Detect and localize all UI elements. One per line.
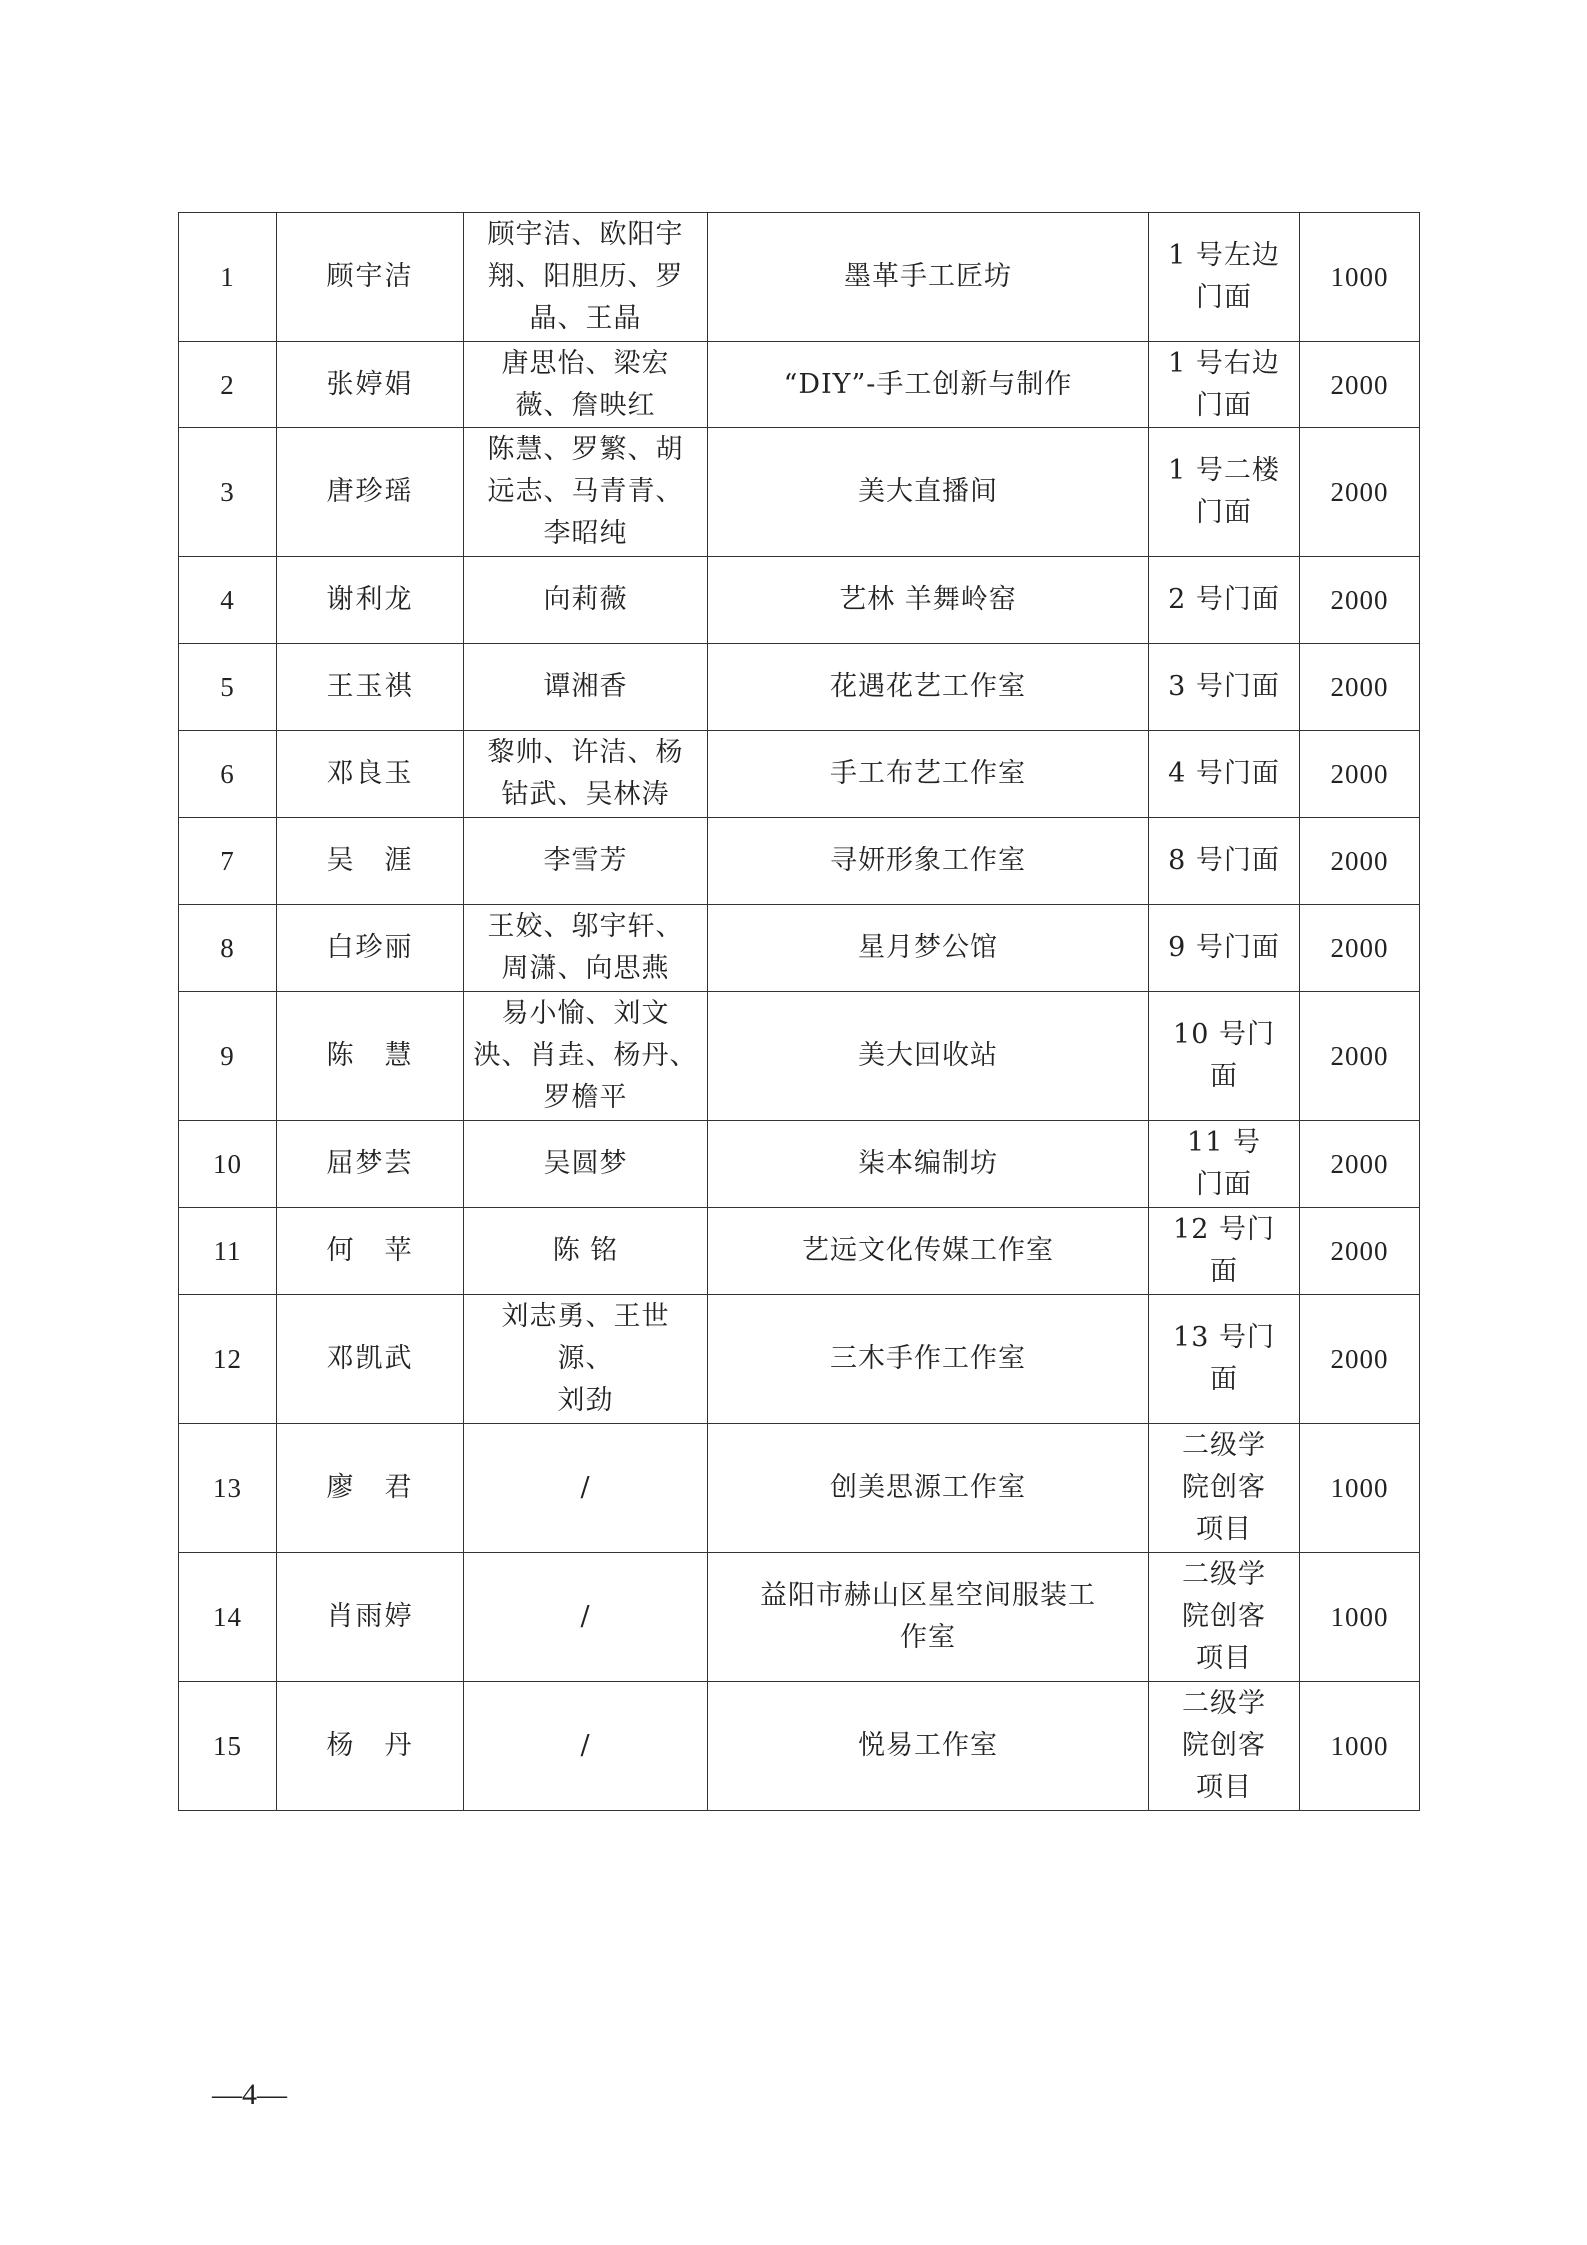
location: 9 号门面 — [1149, 905, 1300, 992]
leader-name: 邓良玉 — [277, 731, 464, 818]
funding-amount: 1000 — [1300, 1424, 1420, 1553]
project-name: 美大回收站 — [708, 992, 1149, 1121]
location: 1 号二楼 门面 — [1149, 428, 1300, 557]
project-name: 手工布艺工作室 — [708, 731, 1149, 818]
location: 8 号门面 — [1149, 818, 1300, 905]
project-name: 寻妍形象工作室 — [708, 818, 1149, 905]
team-members: 陈 铭 — [464, 1208, 708, 1295]
row-number: 8 — [179, 905, 277, 992]
funding-amount: 2000 — [1300, 342, 1420, 428]
table-row — [179, 1121, 1420, 1208]
row-number: 9 — [179, 992, 277, 1121]
table-row — [179, 905, 1420, 992]
table-row — [179, 1424, 1420, 1553]
leader-name: 杨 丹 — [277, 1682, 464, 1811]
leader-name: 张婷娟 — [277, 342, 464, 428]
location: 2 号门面 — [1149, 557, 1300, 644]
funding-amount: 2000 — [1300, 1295, 1420, 1424]
team-members: 李雪芳 — [464, 818, 708, 905]
table-row — [179, 428, 1420, 557]
project-name: 墨革手工匠坊 — [708, 213, 1149, 342]
row-number: 10 — [179, 1121, 277, 1208]
location: 二级学 院创客 项目 — [1149, 1553, 1300, 1682]
project-name: 花遇花艺工作室 — [708, 644, 1149, 731]
team-members: / — [464, 1682, 708, 1811]
row-number: 14 — [179, 1553, 277, 1682]
leader-name: 何 苹 — [277, 1208, 464, 1295]
row-number: 5 — [179, 644, 277, 731]
team-members: 刘志勇、王世 源、 刘劲 — [464, 1295, 708, 1424]
location: 4 号门面 — [1149, 731, 1300, 818]
location: 13 号门 面 — [1149, 1295, 1300, 1424]
table-row — [179, 731, 1420, 818]
team-members: 唐思怡、梁宏 薇、詹映红 — [464, 342, 708, 428]
row-number: 15 — [179, 1682, 277, 1811]
team-members: 黎帅、许洁、杨 钴武、吴林涛 — [464, 731, 708, 818]
funding-amount: 2000 — [1300, 905, 1420, 992]
table-row — [179, 213, 1420, 342]
project-name: “DIY”-手工创新与制作 — [708, 342, 1149, 428]
project-name: 三木手作工作室 — [708, 1295, 1149, 1424]
team-members: 吴圆梦 — [464, 1121, 708, 1208]
project-table — [178, 212, 1420, 1811]
team-members: 易小愉、刘文 泱、肖垚、杨丹、 罗檐平 — [464, 992, 708, 1121]
table-row — [179, 1682, 1420, 1811]
location: 1 号右边 门面 — [1149, 342, 1300, 428]
funding-amount: 2000 — [1300, 992, 1420, 1121]
leader-name: 顾宇洁 — [277, 213, 464, 342]
location: 二级学 院创客 项目 — [1149, 1424, 1300, 1553]
table-row — [179, 644, 1420, 731]
row-number: 11 — [179, 1208, 277, 1295]
leader-name: 白珍丽 — [277, 905, 464, 992]
funding-amount: 2000 — [1300, 1208, 1420, 1295]
leader-name: 邓凯武 — [277, 1295, 464, 1424]
team-members: 谭湘香 — [464, 644, 708, 731]
funding-amount: 1000 — [1300, 213, 1420, 342]
table-row — [179, 342, 1420, 428]
table-row — [179, 557, 1420, 644]
table-row — [179, 1553, 1420, 1682]
leader-name: 屈梦芸 — [277, 1121, 464, 1208]
project-name: 柒本编制坊 — [708, 1121, 1149, 1208]
project-name: 艺远文化传媒工作室 — [708, 1208, 1149, 1295]
table-row — [179, 992, 1420, 1121]
row-number: 1 — [179, 213, 277, 342]
team-members: 顾宇洁、欧阳宇 翔、阳胆历、罗 晶、王晶 — [464, 213, 708, 342]
table-row — [179, 1208, 1420, 1295]
funding-amount: 2000 — [1300, 557, 1420, 644]
row-number: 4 — [179, 557, 277, 644]
funding-amount: 2000 — [1300, 1121, 1420, 1208]
leader-name: 吴 涯 — [277, 818, 464, 905]
team-members: 向莉薇 — [464, 557, 708, 644]
team-members: / — [464, 1553, 708, 1682]
project-name: 美大直播间 — [708, 428, 1149, 557]
row-number: 12 — [179, 1295, 277, 1424]
leader-name: 谢利龙 — [277, 557, 464, 644]
location: 1 号左边 门面 — [1149, 213, 1300, 342]
funding-amount: 1000 — [1300, 1682, 1420, 1811]
team-members: 王姣、邬宇轩、 周潇、向思燕 — [464, 905, 708, 992]
team-members: / — [464, 1424, 708, 1553]
table-row — [179, 818, 1420, 905]
funding-amount: 2000 — [1300, 644, 1420, 731]
page-number: —4— — [212, 2078, 287, 2111]
project-name: 艺林 羊舞岭窑 — [708, 557, 1149, 644]
leader-name: 陈 慧 — [277, 992, 464, 1121]
row-number: 6 — [179, 731, 277, 818]
project-name: 星月梦公馆 — [708, 905, 1149, 992]
row-number: 2 — [179, 342, 277, 428]
funding-amount: 2000 — [1300, 428, 1420, 557]
location: 12 号门 面 — [1149, 1208, 1300, 1295]
team-members: 陈慧、罗繁、胡 远志、马青青、 李昭纯 — [464, 428, 708, 557]
row-number: 13 — [179, 1424, 277, 1553]
leader-name: 王玉祺 — [277, 644, 464, 731]
location: 3 号门面 — [1149, 644, 1300, 731]
row-number: 7 — [179, 818, 277, 905]
row-number: 3 — [179, 428, 277, 557]
leader-name: 廖 君 — [277, 1424, 464, 1553]
project-name: 益阳市赫山区星空间服装工 作室 — [708, 1553, 1149, 1682]
funding-amount: 1000 — [1300, 1553, 1420, 1682]
leader-name: 唐珍瑶 — [277, 428, 464, 557]
table-body — [179, 213, 1420, 1811]
location: 11 号 门面 — [1149, 1121, 1300, 1208]
project-name: 创美思源工作室 — [708, 1424, 1149, 1553]
funding-amount: 2000 — [1300, 731, 1420, 818]
leader-name: 肖雨婷 — [277, 1553, 464, 1682]
table-row — [179, 1295, 1420, 1424]
project-name: 悦易工作室 — [708, 1682, 1149, 1811]
location: 10 号门 面 — [1149, 992, 1300, 1121]
location: 二级学 院创客 项目 — [1149, 1682, 1300, 1811]
funding-amount: 2000 — [1300, 818, 1420, 905]
